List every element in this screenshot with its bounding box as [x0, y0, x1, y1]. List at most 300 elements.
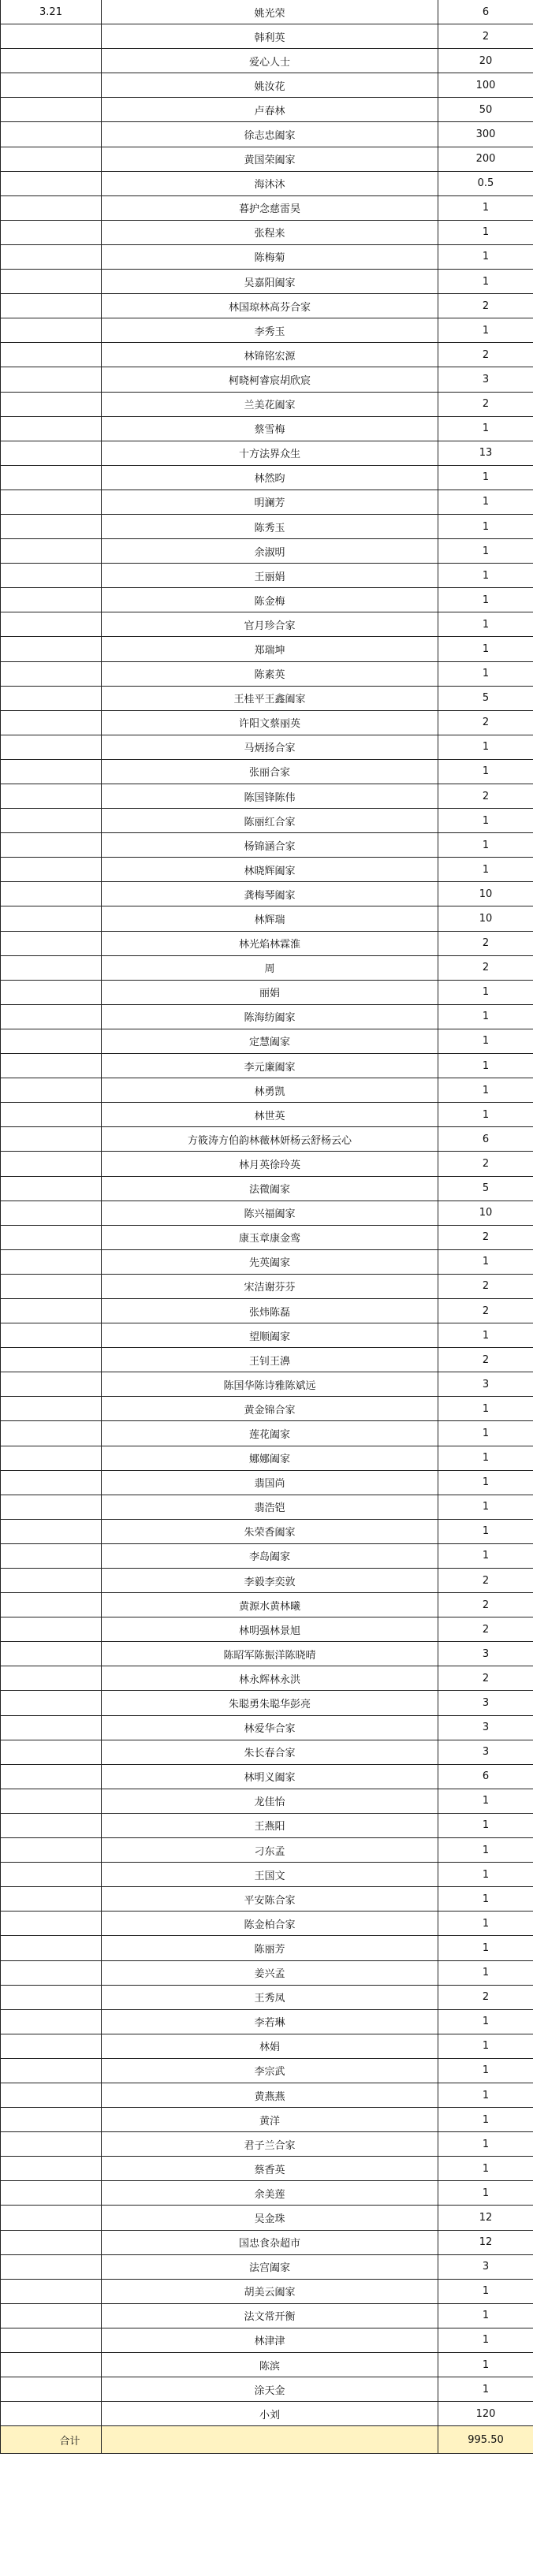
amount-cell: 1: [438, 1912, 533, 1936]
date-cell: [1, 2108, 102, 2132]
table-row: [1, 2034, 533, 2058]
table-row: [1, 2083, 533, 2107]
donor-name-cell: 林娟: [102, 2034, 438, 2058]
table-row: [1, 1249, 533, 1274]
table-row: [1, 955, 533, 980]
amount-cell: 2: [438, 1593, 533, 1617]
total-amount: 995.50: [438, 2426, 533, 2454]
date-cell: [1, 1936, 102, 1960]
donor-name-cell: 许阳文蔡丽英: [102, 710, 438, 735]
table-row: [1, 882, 533, 906]
table-row: [1, 98, 533, 122]
date-cell: [1, 1372, 102, 1397]
table-row: [1, 833, 533, 858]
table-row: [1, 2058, 533, 2083]
table-row: [1, 1985, 533, 2009]
table-row: [1, 637, 533, 661]
table-row: [1, 1348, 533, 1372]
table-row: [1, 1470, 533, 1495]
table-row: [1, 2206, 533, 2230]
table-row: [1, 858, 533, 882]
donor-name-cell: 兰美花阖家: [102, 392, 438, 416]
date-cell: [1, 1397, 102, 1421]
amount-cell: 2: [438, 1985, 533, 2009]
donor-name-cell: 陈滨: [102, 2353, 438, 2377]
date-cell: [1, 1274, 102, 1298]
amount-cell: 1: [438, 1054, 533, 1078]
amount-cell: 1: [438, 735, 533, 759]
donor-name-cell: 丽娟: [102, 980, 438, 1004]
donor-name-cell: 林爱华合家: [102, 1715, 438, 1740]
table-row: [1, 171, 533, 195]
donor-name-cell: 陈丽红合家: [102, 809, 438, 833]
donor-name-cell: 国忠食杂超市: [102, 2230, 438, 2254]
amount-cell: 120: [438, 2402, 533, 2426]
date-cell: [1, 2206, 102, 2230]
date-cell: [1, 441, 102, 465]
table-row: [1, 1887, 533, 1912]
table-row: [1, 661, 533, 686]
table-row: [1, 343, 533, 367]
date-cell: [1, 2230, 102, 2254]
donor-name-cell: 吴嘉阳阖家: [102, 270, 438, 294]
amount-cell: 10: [438, 906, 533, 931]
table-row: [1, 735, 533, 759]
donor-name-cell: 康玉章康金鸾: [102, 1225, 438, 1249]
amount-cell: 3: [438, 367, 533, 392]
donor-name-cell: 莲花阖家: [102, 1421, 438, 1446]
date-cell: [1, 564, 102, 588]
date-cell: [1, 858, 102, 882]
donor-name-cell: 陈秀玉: [102, 514, 438, 538]
date-cell: [1, 490, 102, 514]
donor-name-cell: 胡美云阖家: [102, 2279, 438, 2303]
amount-cell: 1: [438, 1543, 533, 1568]
amount-cell: 3: [438, 1691, 533, 1715]
table-row: [1, 2353, 533, 2377]
date-cell: [1, 1569, 102, 1593]
date-cell: [1, 294, 102, 318]
amount-cell: 1: [438, 1470, 533, 1495]
date-cell: [1, 318, 102, 343]
date-cell: [1, 2157, 102, 2181]
table-row: [1, 416, 533, 441]
table-row: [1, 441, 533, 465]
table-row: [1, 318, 533, 343]
donor-name-cell: 黄金锦合家: [102, 1397, 438, 1421]
donor-name-cell: 海沐沐: [102, 171, 438, 195]
donor-name-cell: 林锦铭宏源: [102, 343, 438, 367]
donor-name-cell: 余美莲: [102, 2181, 438, 2206]
date-cell: [1, 1470, 102, 1495]
amount-cell: 2: [438, 1225, 533, 1249]
total-label: 合计: [1, 2426, 102, 2454]
date-cell: [1, 784, 102, 809]
donor-name-cell: 陈梅菊: [102, 244, 438, 269]
date-cell: [1, 882, 102, 906]
date-cell: [1, 392, 102, 416]
table-row: [1, 2402, 533, 2426]
donor-name-cell: 刁东孟: [102, 1838, 438, 1863]
date-cell: [1, 220, 102, 244]
date-cell: [1, 24, 102, 49]
table-row: [1, 490, 533, 514]
table-row: [1, 1078, 533, 1103]
amount-cell: 1: [438, 2058, 533, 2083]
donor-name-cell: 李秀玉: [102, 318, 438, 343]
donor-name-cell: 卢春林: [102, 98, 438, 122]
amount-cell: 1: [438, 2328, 533, 2352]
amount-cell: 1: [438, 2083, 533, 2107]
donor-name-cell: 张程来: [102, 220, 438, 244]
donor-name-cell: 陈金柏合家: [102, 1912, 438, 1936]
amount-cell: 2: [438, 343, 533, 367]
table-row: [1, 1176, 533, 1201]
table-row: [1, 1960, 533, 1985]
amount-cell: 3: [438, 1642, 533, 1666]
donor-name-cell: 姜兴孟: [102, 1960, 438, 1985]
date-cell: [1, 1298, 102, 1323]
date-cell: [1, 49, 102, 73]
date-cell: [1, 465, 102, 490]
table-row: [1, 809, 533, 833]
date-cell: [1, 809, 102, 833]
donor-name-cell: 定慧阖家: [102, 1029, 438, 1053]
donor-name-cell: 法微阖家: [102, 1176, 438, 1201]
amount-cell: 1: [438, 1887, 533, 1912]
donor-name-cell: 黄国荣阖家: [102, 147, 438, 171]
amount-cell: 1: [438, 270, 533, 294]
donor-name-cell: 涂天金: [102, 2377, 438, 2402]
table-row: [1, 1372, 533, 1397]
donor-name-cell: 王钊王濞: [102, 1348, 438, 1372]
table-row: [1, 1912, 533, 1936]
table-row: [1, 1813, 533, 1837]
table-row: [1, 2181, 533, 2206]
amount-cell: 10: [438, 882, 533, 906]
amount-cell: 1: [438, 1789, 533, 1813]
donor-name-cell: 陈兴福阖家: [102, 1201, 438, 1225]
donor-name-cell: 林永辉林永洪: [102, 1666, 438, 1691]
amount-cell: 2: [438, 1152, 533, 1176]
donation-table-body: [1, 0, 533, 2454]
table-row: [1, 1029, 533, 1053]
donor-name-cell: 朱长春合家: [102, 1740, 438, 1764]
amount-cell: 3: [438, 1372, 533, 1397]
date-cell: [1, 2181, 102, 2206]
donor-name-cell: 小刘: [102, 2402, 438, 2426]
date-cell: [1, 1103, 102, 1127]
amount-cell: 2: [438, 784, 533, 809]
date-cell: [1, 1127, 102, 1152]
donor-name-cell: 龚梅琴阖家: [102, 882, 438, 906]
amount-cell: 1: [438, 1936, 533, 1960]
donor-name-cell: 黄源水黄林曦: [102, 1593, 438, 1617]
amount-cell: 10: [438, 1201, 533, 1225]
donor-name-cell: 余淑明: [102, 539, 438, 564]
date-cell: [1, 735, 102, 759]
donor-name-cell: 君子兰合家: [102, 2132, 438, 2157]
table-row: [1, 147, 533, 171]
table-row: [1, 195, 533, 220]
amount-cell: 200: [438, 147, 533, 171]
amount-cell: 6: [438, 0, 533, 24]
date-cell: [1, 1078, 102, 1103]
date-cell: [1, 1323, 102, 1348]
table-row: [1, 465, 533, 490]
date-cell: [1, 1029, 102, 1053]
donor-name-cell: 王丽娟: [102, 564, 438, 588]
amount-cell: 1: [438, 1078, 533, 1103]
table-row: [1, 1004, 533, 1029]
date-cell: [1, 1004, 102, 1029]
donor-name-cell: 林世英: [102, 1103, 438, 1127]
table-row: [1, 1152, 533, 1176]
table-row: [1, 1764, 533, 1789]
table-row: [1, 49, 533, 73]
table-row: [1, 514, 533, 538]
donor-name-cell: 姚光荣: [102, 0, 438, 24]
table-row: [1, 710, 533, 735]
amount-cell: 2: [438, 710, 533, 735]
amount-cell: 2: [438, 1617, 533, 1642]
table-row: [1, 588, 533, 612]
table-row: [1, 367, 533, 392]
table-row: [1, 1740, 533, 1764]
table-row: [1, 931, 533, 955]
amount-cell: 1: [438, 588, 533, 612]
amount-cell: 3: [438, 1715, 533, 1740]
amount-cell: 1: [438, 833, 533, 858]
date-cell: [1, 1446, 102, 1470]
table-row: [1, 1642, 533, 1666]
amount-cell: 1: [438, 759, 533, 784]
amount-cell: 1: [438, 858, 533, 882]
date-cell: [1, 1054, 102, 1078]
amount-cell: 1: [438, 514, 533, 538]
donor-name-cell: 吴金珠: [102, 2206, 438, 2230]
table-row: [1, 759, 533, 784]
date-cell: [1, 2034, 102, 2058]
total-empty-cell: [102, 2426, 438, 2454]
table-row: [1, 1863, 533, 1887]
amount-cell: 1: [438, 1249, 533, 1274]
amount-cell: 2: [438, 1666, 533, 1691]
donor-name-cell: 蔡香英: [102, 2157, 438, 2181]
table-row: [1, 1446, 533, 1470]
amount-cell: 1: [438, 637, 533, 661]
table-row: [1, 1519, 533, 1543]
amount-cell: 1: [438, 539, 533, 564]
donor-name-cell: 陈素英: [102, 661, 438, 686]
amount-cell: 1: [438, 1495, 533, 1519]
donor-name-cell: 林津津: [102, 2328, 438, 2352]
date-cell: [1, 539, 102, 564]
table-row: [1, 2303, 533, 2328]
amount-cell: 100: [438, 73, 533, 98]
donor-name-cell: 李岛阖家: [102, 1543, 438, 1568]
table-row: [1, 2230, 533, 2254]
table-row: [1, 784, 533, 809]
date-cell: [1, 1642, 102, 1666]
date-cell: [1, 1593, 102, 1617]
date-cell: [1, 1617, 102, 1642]
amount-cell: 2: [438, 294, 533, 318]
table-row: [1, 539, 533, 564]
date-cell: [1, 270, 102, 294]
donor-name-cell: 娜娜阖家: [102, 1446, 438, 1470]
amount-cell: 6: [438, 1764, 533, 1789]
amount-cell: 1: [438, 661, 533, 686]
amount-cell: 2: [438, 1569, 533, 1593]
amount-cell: 13: [438, 441, 533, 465]
donor-name-cell: 林勇凯: [102, 1078, 438, 1103]
amount-cell: 1: [438, 2034, 533, 2058]
amount-cell: 2: [438, 955, 533, 980]
amount-cell: 1: [438, 1029, 533, 1053]
table-row: [1, 1936, 533, 1960]
donor-name-cell: 林光焰林霖淮: [102, 931, 438, 955]
donor-name-cell: 李元廉阖家: [102, 1054, 438, 1078]
date-cell: [1, 1421, 102, 1446]
date-cell: [1, 1225, 102, 1249]
date-cell: [1, 343, 102, 367]
table-row: [1, 73, 533, 98]
date-cell: [1, 244, 102, 269]
amount-cell: 1: [438, 612, 533, 637]
amount-cell: 1: [438, 2377, 533, 2402]
table-row: [1, 1543, 533, 1568]
date-cell: [1, 612, 102, 637]
date-cell: [1, 661, 102, 686]
donor-name-cell: 法宫阖家: [102, 2254, 438, 2279]
amount-cell: 1: [438, 564, 533, 588]
donor-name-cell: 暮护念慈雷昊: [102, 195, 438, 220]
date-cell: [1, 98, 102, 122]
table-row: [1, 1789, 533, 1813]
date-cell: [1, 637, 102, 661]
table-row: [1, 564, 533, 588]
table-row: [1, 1054, 533, 1078]
donor-name-cell: 法文常开衡: [102, 2303, 438, 2328]
date-cell: [1, 686, 102, 710]
donor-name-cell: 李宗武: [102, 2058, 438, 2083]
date-cell: [1, 2328, 102, 2352]
donor-name-cell: 王国文: [102, 1863, 438, 1887]
donor-name-cell: 李若琳: [102, 2009, 438, 2034]
table-row: [1, 220, 533, 244]
amount-cell: 1: [438, 195, 533, 220]
donor-name-cell: 李毅李奕敦: [102, 1569, 438, 1593]
donor-name-cell: 龙佳怡: [102, 1789, 438, 1813]
donor-name-cell: 陈昭军陈振洋陈晓晴: [102, 1642, 438, 1666]
donor-name-cell: 姚汝花: [102, 73, 438, 98]
donor-name-cell: 张炜陈磊: [102, 1298, 438, 1323]
amount-cell: 1: [438, 2279, 533, 2303]
donor-name-cell: 林然昀: [102, 465, 438, 490]
donor-name-cell: 黄燕燕: [102, 2083, 438, 2107]
date-cell: [1, 1863, 102, 1887]
table-row: [1, 1495, 533, 1519]
amount-cell: 1: [438, 490, 533, 514]
table-row: [1, 244, 533, 269]
date-cell: [1, 2132, 102, 2157]
amount-cell: 2: [438, 392, 533, 416]
amount-cell: 2: [438, 24, 533, 49]
amount-cell: 1: [438, 244, 533, 269]
date-cell: [1, 1495, 102, 1519]
donor-name-cell: 朱聪勇朱聪华彭亮: [102, 1691, 438, 1715]
date-cell: [1, 1740, 102, 1764]
amount-cell: 2: [438, 931, 533, 955]
donor-name-cell: 林国琼林高芬合家: [102, 294, 438, 318]
table-row: [1, 2377, 533, 2402]
donor-name-cell: 翡国尚: [102, 1470, 438, 1495]
table-row: [1, 2108, 533, 2132]
date-cell: [1, 1887, 102, 1912]
table-row: [1, 1127, 533, 1152]
donor-name-cell: 陈金梅: [102, 588, 438, 612]
donor-name-cell: 陈海纺阖家: [102, 1004, 438, 1029]
date-cell: [1, 980, 102, 1004]
date-cell: [1, 1666, 102, 1691]
table-row: [1, 1666, 533, 1691]
amount-cell: 2: [438, 1298, 533, 1323]
donor-name-cell: 朱荣香阖家: [102, 1519, 438, 1543]
table-row: [1, 2157, 533, 2181]
table-row: [1, 1838, 533, 1863]
date-cell: [1, 588, 102, 612]
table-row: [1, 686, 533, 710]
date-cell: [1, 2303, 102, 2328]
date-cell: [1, 147, 102, 171]
amount-cell: 20: [438, 49, 533, 73]
amount-cell: 5: [438, 1176, 533, 1201]
donor-name-cell: 周: [102, 955, 438, 980]
amount-cell: 1: [438, 318, 533, 343]
table-row: [1, 270, 533, 294]
donor-name-cell: 明澜芳: [102, 490, 438, 514]
donor-name-cell: 官月珍合家: [102, 612, 438, 637]
amount-cell: 1: [438, 1421, 533, 1446]
date-cell: [1, 1543, 102, 1568]
date-cell: [1, 2402, 102, 2426]
amount-cell: 2: [438, 1274, 533, 1298]
date-cell: [1, 759, 102, 784]
table-row: [1, 2132, 533, 2157]
table-row: [1, 1569, 533, 1593]
amount-cell: 1: [438, 1519, 533, 1543]
table-row: [1, 1397, 533, 1421]
table-row: [1, 122, 533, 147]
donor-name-cell: 宋洁谢芬芬: [102, 1274, 438, 1298]
date-cell: [1, 416, 102, 441]
table-row: [1, 1421, 533, 1446]
donor-name-cell: 韩利英: [102, 24, 438, 49]
date-cell: [1, 1348, 102, 1372]
table-row: [1, 612, 533, 637]
donor-name-cell: 先英阖家: [102, 1249, 438, 1274]
date-cell: [1, 833, 102, 858]
date-cell: [1, 122, 102, 147]
donor-name-cell: 陈国锋陈伟: [102, 784, 438, 809]
donor-name-cell: 黄洋: [102, 2108, 438, 2132]
date-cell: [1, 2083, 102, 2107]
date-cell: [1, 1764, 102, 1789]
date-cell: [1, 1201, 102, 1225]
date-cell: [1, 1519, 102, 1543]
date-cell: [1, 906, 102, 931]
